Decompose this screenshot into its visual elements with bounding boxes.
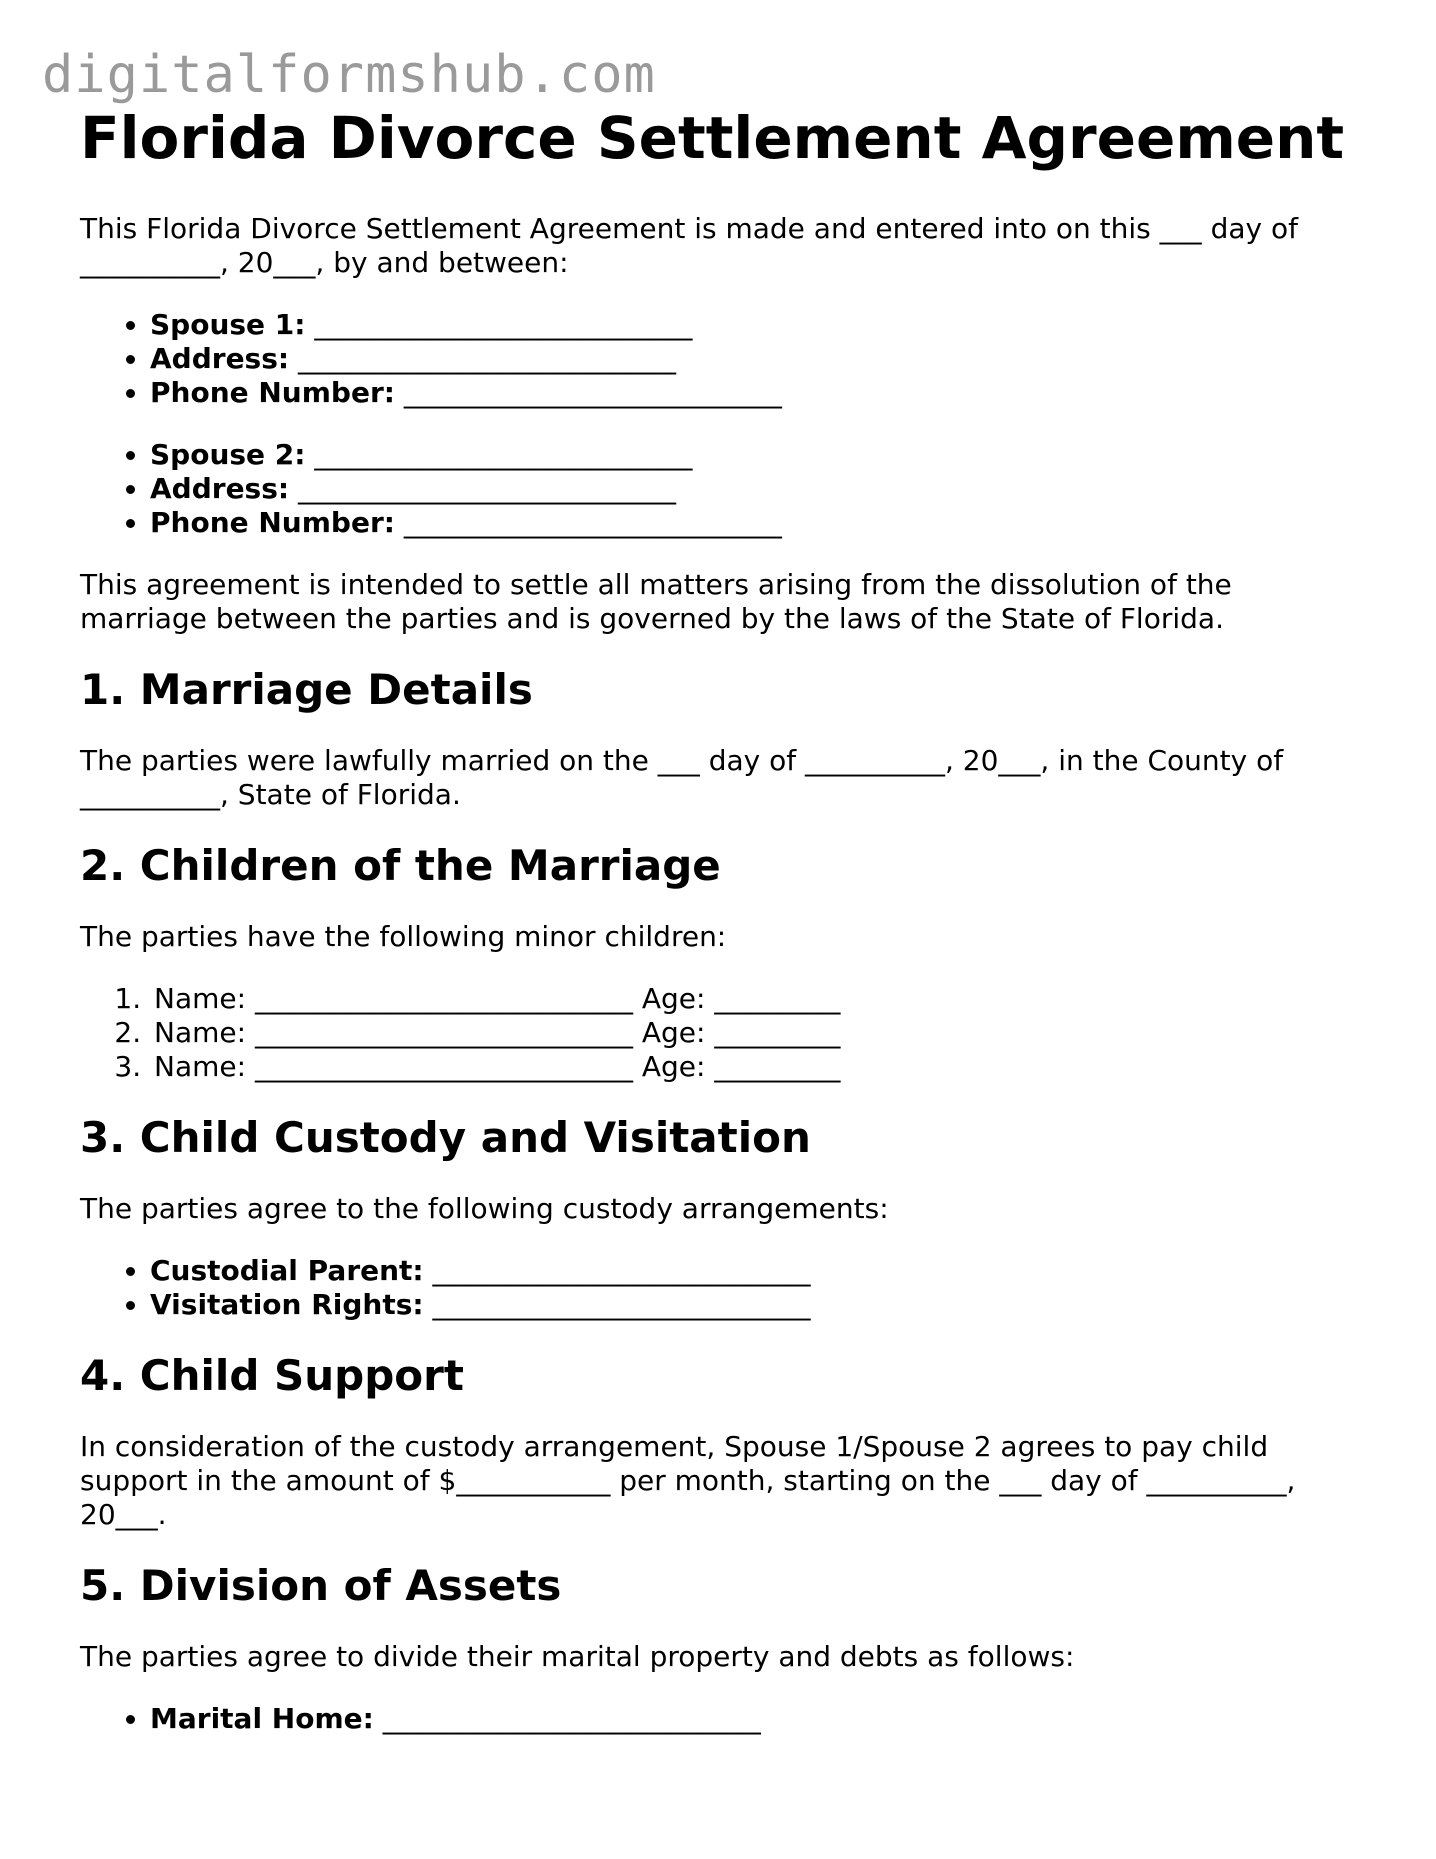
purpose-paragraph: This agreement is intended to settle all matters arising from the dissolution of the marriage between the parties and is governed by the laws of the State of Florida. <box>80 568 1232 635</box>
list-item <box>150 376 1340 410</box>
intro-paragraph: This Florida Divorce Settlement Agreement is made and entered into on this ___ day of __________, 20___, by and between: <box>80 212 1298 279</box>
blank-line: ___________________________ <box>314 438 693 471</box>
document-page <box>80 98 1345 1736</box>
list-item: 1. Name: ___________________________ Age: _________ <box>150 982 1340 1016</box>
blank-line: ___________________________ <box>298 472 676 505</box>
section-heading: 3. Child Custody and Visitation <box>80 1113 811 1162</box>
blank-line: ___________________________ <box>403 376 782 409</box>
blank-line: ___________________________ <box>432 1254 811 1287</box>
list-item <box>150 1254 1340 1288</box>
field-label: Phone Number: <box>150 376 395 409</box>
section-body: The parties agree to the following custody arrangements: <box>80 1192 889 1225</box>
list-item: 2. Name: ___________________________ Age: _________ <box>150 1016 1340 1050</box>
blank-line: ___________________________ <box>432 1288 811 1321</box>
blank-line: ___________________________ <box>314 308 693 341</box>
field-label: Visitation Rights: <box>150 1288 424 1321</box>
assets-list <box>80 1702 1340 1736</box>
list-item <box>150 342 1340 376</box>
list-item <box>150 1702 1340 1736</box>
blank-line: ___________________________ <box>403 506 782 539</box>
section-body: The parties have the following minor children: <box>80 920 727 953</box>
spouse1-list <box>80 308 1340 410</box>
section-heading: 1. Marriage Details <box>80 665 533 714</box>
section-body: The parties were lawfully married on the ___ day of __________, 20___, in the County of __________, State of Florida. <box>80 744 1284 811</box>
list-item <box>150 472 1340 506</box>
children-list <box>80 982 1340 1084</box>
list-item: 3. Name: ___________________________ Age: _________ <box>150 1050 1340 1084</box>
section-body: In consideration of the custody arrangement, Spouse 1/Spouse 2 agrees to pay child support in the amount of $___________ per month, starting on the ___ day of __________, 20___. <box>80 1430 1296 1531</box>
list-item <box>150 308 1340 342</box>
blank-line: ___________________________ <box>382 1702 761 1735</box>
spouse2-list <box>80 438 1340 540</box>
field-label: Address: <box>150 342 290 375</box>
section-custody <box>80 1110 1340 1322</box>
watermark: digitalformshub.com <box>42 45 656 105</box>
field-label: Spouse 2: <box>150 438 306 471</box>
section-children <box>80 838 1340 1084</box>
section-heading: 5. Division of Assets <box>80 1561 562 1610</box>
field-label: Phone Number: <box>150 506 395 539</box>
field-label: Address: <box>150 472 290 505</box>
list-item <box>150 1288 1340 1322</box>
section-heading: 2. Children of the Marriage <box>80 841 721 890</box>
field-label: Custodial Parent: <box>150 1254 424 1287</box>
section-marriage-details <box>80 662 1340 812</box>
list-item <box>150 506 1340 540</box>
page-title: Florida Divorce Settlement Agreement <box>80 104 1345 172</box>
list-item <box>150 438 1340 472</box>
section-heading: 4. Child Support <box>80 1351 464 1400</box>
section-division-of-assets <box>80 1558 1340 1736</box>
field-label: Marital Home: <box>150 1702 374 1735</box>
custody-list <box>80 1254 1340 1322</box>
field-label: Spouse 1: <box>150 308 306 341</box>
section-child-support <box>80 1348 1340 1532</box>
section-body: The parties agree to divide their marital property and debts as follows: <box>80 1640 1075 1673</box>
blank-line: ___________________________ <box>298 342 676 375</box>
